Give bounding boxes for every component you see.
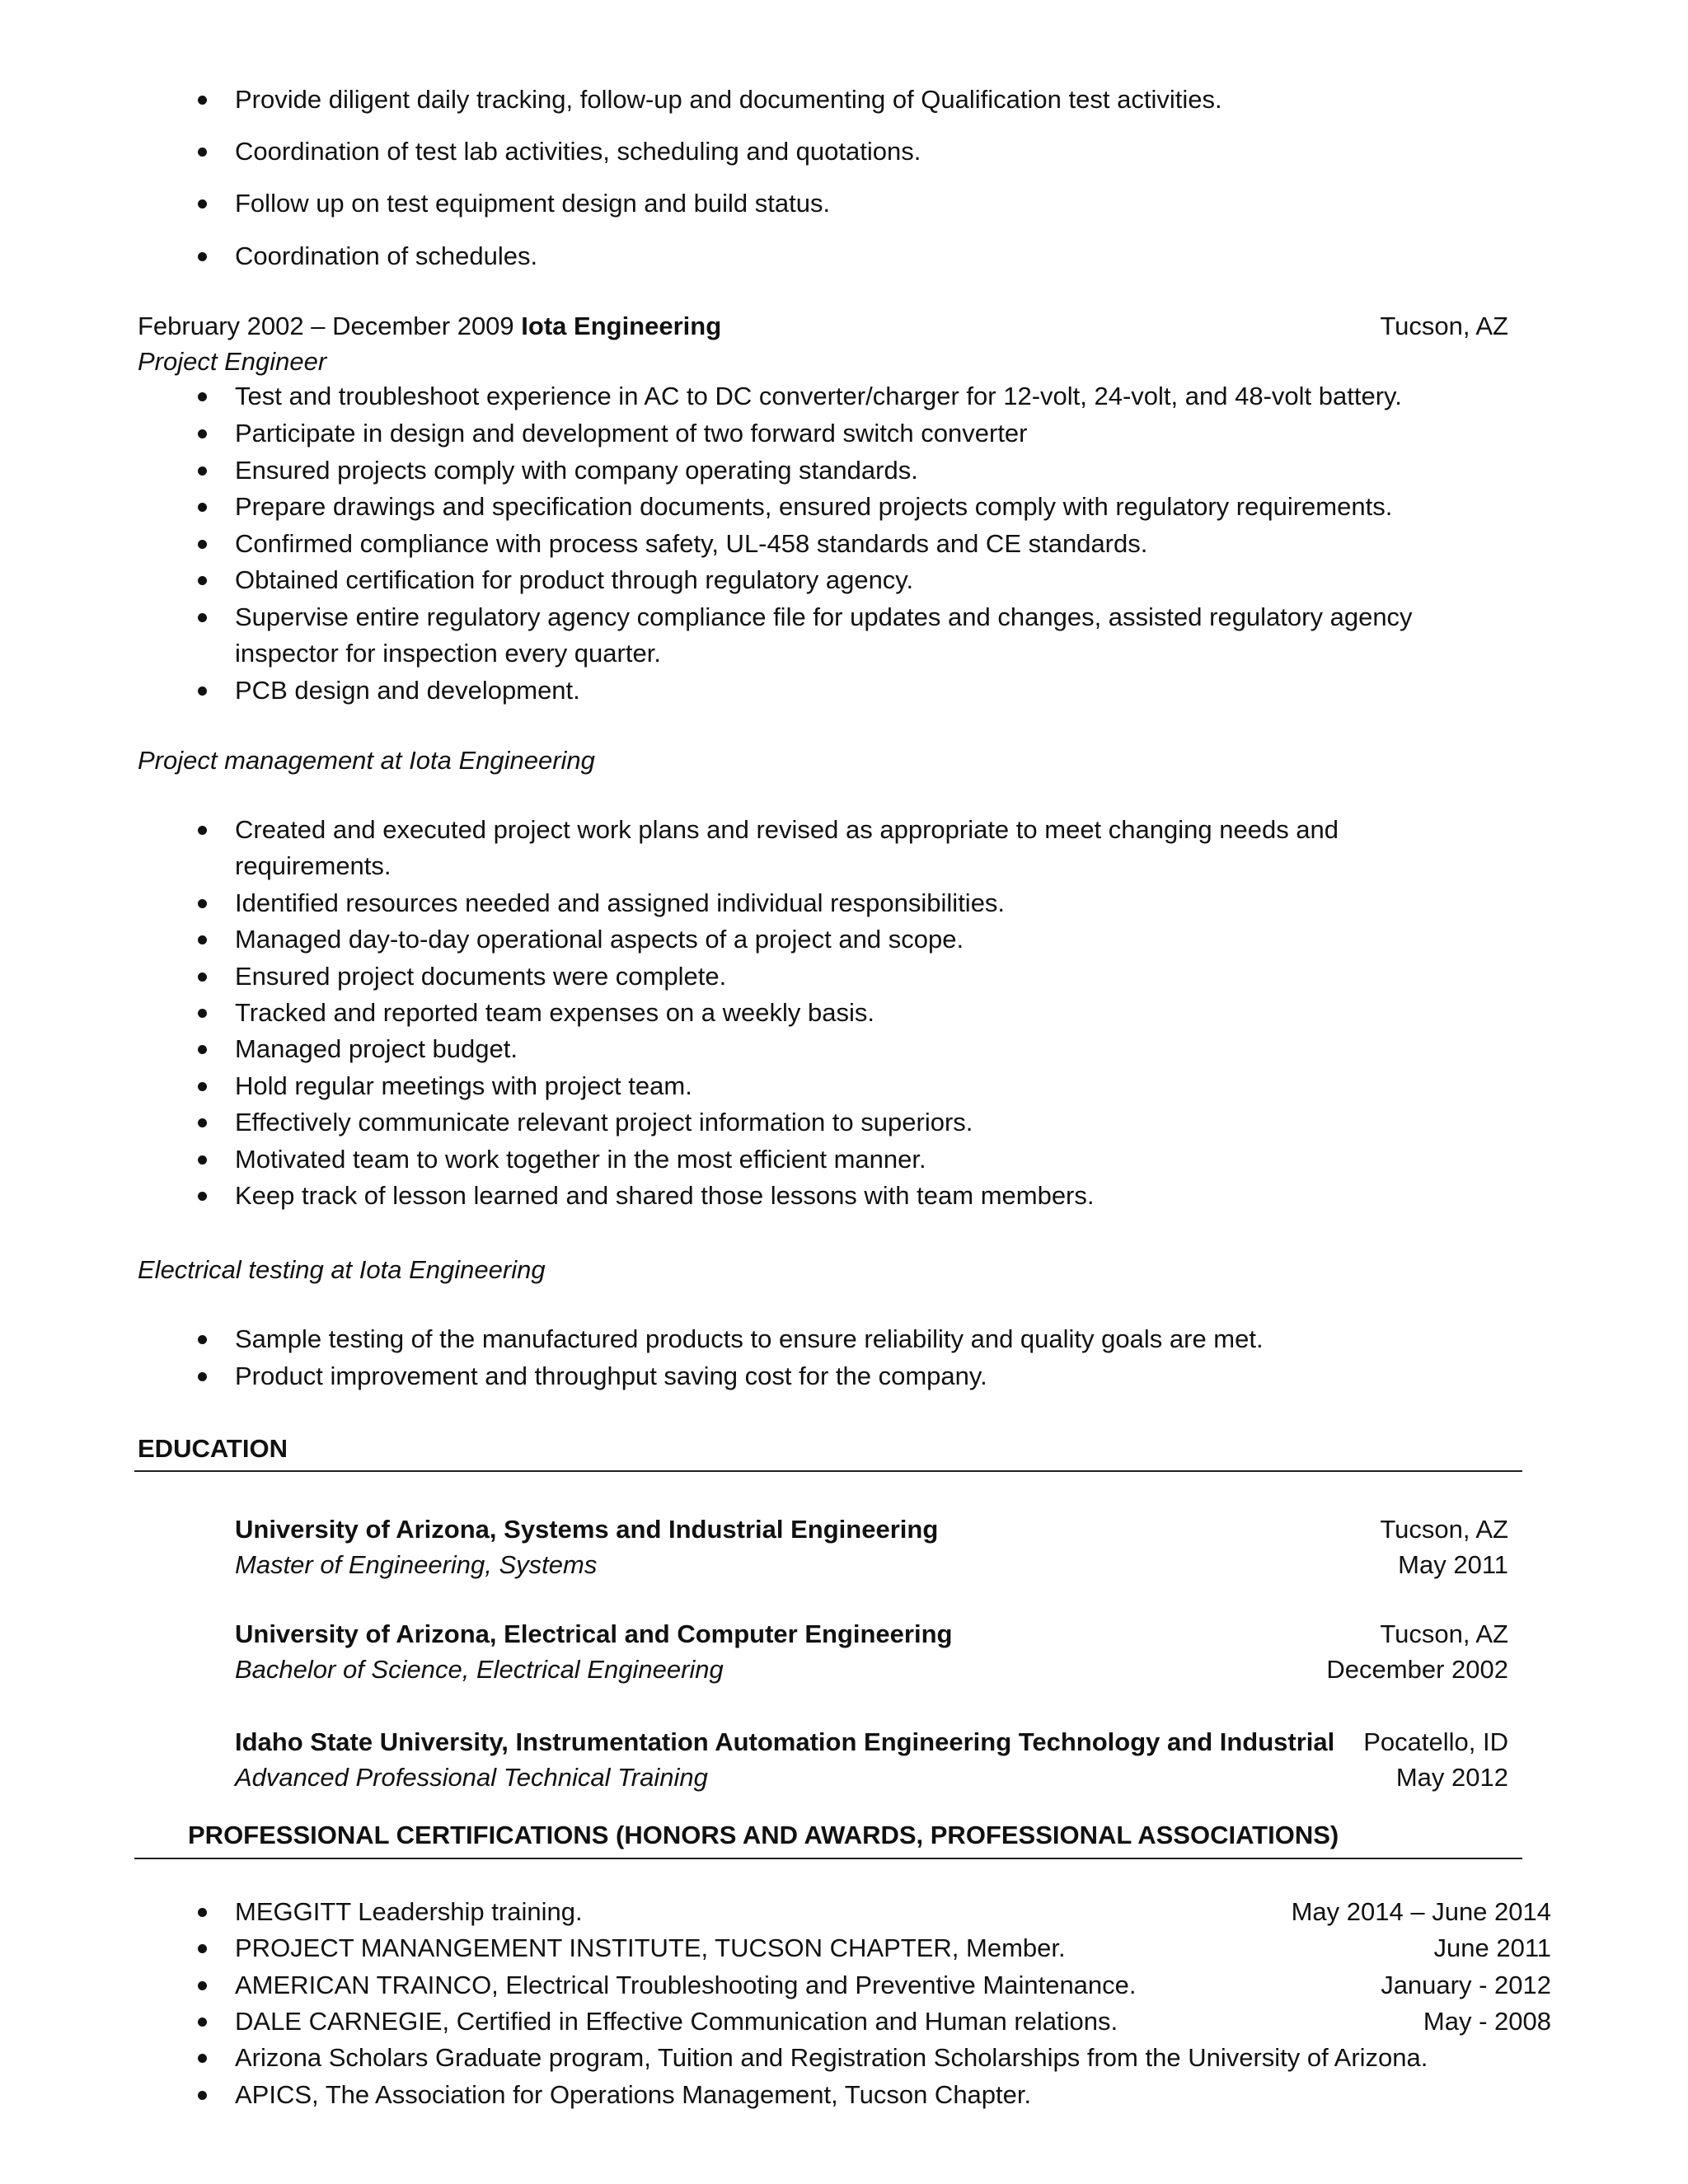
list-item: Effectively communicate relevant project information to superiors. bbox=[235, 1108, 973, 1137]
list-item: Obtained certification for product through regulatory agency. bbox=[235, 565, 914, 594]
list-item: PCB design and development. bbox=[235, 676, 580, 705]
bullet-dot bbox=[198, 687, 207, 696]
bullet-dot bbox=[198, 1908, 207, 1917]
list-item: Coordination of schedules. bbox=[235, 241, 538, 270]
job-company: Iota Engineering bbox=[521, 312, 722, 340]
list-item: Prepare drawings and specification documents, ensured projects comply with regulatory requirements. bbox=[235, 492, 1393, 521]
school-location: Pocatello, ID bbox=[1363, 1727, 1508, 1756]
list-item: Motivated team to work together in the most efficient manner. bbox=[235, 1145, 926, 1174]
list-item: Follow up on test equipment design and build status. bbox=[235, 189, 831, 218]
certification-date: June 2011 bbox=[1433, 1933, 1551, 1962]
list-item: Product improvement and throughput saving cost for the company. bbox=[235, 1361, 987, 1390]
degree-date: December 2002 bbox=[1326, 1655, 1508, 1684]
bullet-dot bbox=[198, 899, 207, 908]
list-item: Hold regular meetings with project team. bbox=[235, 1071, 692, 1100]
list-item: Identified resources needed and assigned individual responsibilities. bbox=[235, 888, 1006, 917]
list-item: Managed day-to-day operational aspects of a project and scope. bbox=[235, 925, 964, 954]
school-name: Idaho State University, Instrumentation Automation Engineering Technology and Industrial bbox=[235, 1727, 1335, 1756]
certification-item: DALE CARNEGIE, Certified in Effective Communication and Human relations. bbox=[235, 2007, 1118, 2036]
bullet-dot bbox=[198, 540, 207, 549]
section-subheading: Project management at Iota Engineering bbox=[138, 746, 595, 775]
certification-date: May - 2008 bbox=[1423, 2007, 1551, 2036]
job-dates: February 2002 – December 2009 bbox=[138, 312, 514, 340]
certification-item: APICS, The Association for Operations Management, Tucson Chapter. bbox=[235, 2080, 1032, 2109]
bullet-dot bbox=[198, 1082, 207, 1091]
bullet-dot bbox=[198, 252, 207, 261]
degree: Bachelor of Science, Electrical Engineering bbox=[235, 1655, 724, 1684]
bullet-dot bbox=[198, 935, 207, 944]
bullet-dot bbox=[198, 1155, 207, 1165]
bullet-dot bbox=[198, 826, 207, 835]
bullet-dot bbox=[198, 503, 207, 512]
certification-date: May 2014 – June 2014 bbox=[1291, 1897, 1551, 1926]
school-location: Tucson, AZ bbox=[1380, 1619, 1508, 1648]
list-item: Provide diligent daily tracking, follow-up and documenting of Qualification test activities. bbox=[235, 85, 1222, 114]
bullet-dot bbox=[198, 1372, 207, 1381]
list-item: Coordination of test lab activities, scheduling and quotations. bbox=[235, 137, 921, 166]
list-item-continuation: inspector for inspection every quarter. bbox=[235, 639, 661, 668]
section-subheading: Electrical testing at Iota Engineering bbox=[138, 1255, 546, 1284]
degree-date: May 2012 bbox=[1395, 1763, 1508, 1792]
bullet-dot bbox=[198, 2018, 207, 2027]
school-name: University of Arizona, Electrical and Computer Engineering bbox=[235, 1619, 953, 1648]
bullet-dot bbox=[198, 1009, 207, 1018]
certification-item: MEGGITT Leadership training. bbox=[235, 1897, 583, 1926]
list-item: Tracked and reported team expenses on a weekly basis. bbox=[235, 998, 874, 1027]
school-name: University of Arizona, Systems and Industrial Engineering bbox=[235, 1515, 939, 1544]
list-item-continuation: requirements. bbox=[235, 851, 392, 880]
bullet-dot bbox=[198, 1192, 207, 1201]
list-item: Keep track of lesson learned and shared those lessons with team members. bbox=[235, 1181, 1095, 1210]
job-header bbox=[138, 310, 721, 343]
list-item: Participate in design and development of two forward switch converter bbox=[235, 419, 1028, 448]
list-item: Supervise entire regulatory agency compliance file for updates and changes, assisted regulatory agency bbox=[235, 602, 1413, 631]
bullet-dot bbox=[198, 96, 207, 105]
list-item: Test and troubleshoot experience in AC to DC converter/charger for 12-volt, 24-volt, and 48-volt battery. bbox=[235, 382, 1402, 410]
bullet-dot bbox=[198, 1118, 207, 1127]
bullet-dot bbox=[198, 2091, 207, 2100]
certification-item: Arizona Scholars Graduate program, Tuition and Registration Scholarships from the University of Arizona. bbox=[235, 2043, 1428, 2072]
section-divider bbox=[134, 1858, 1522, 1859]
bullet-dot bbox=[198, 429, 207, 438]
school-location: Tucson, AZ bbox=[1380, 1515, 1508, 1544]
list-item: Sample testing of the manufactured products to ensure reliability and quality goals are met. bbox=[235, 1324, 1264, 1353]
certification-item: AMERICAN TRAINCO, Electrical Troubleshooting and Preventive Maintenance. bbox=[235, 1971, 1137, 1999]
bullet-dot bbox=[198, 1981, 207, 1990]
degree: Master of Engineering, Systems bbox=[235, 1550, 598, 1579]
bullet-dot bbox=[198, 576, 207, 585]
bullet-dot bbox=[198, 613, 207, 622]
bullet-dot bbox=[198, 2054, 207, 2063]
bullet-dot bbox=[198, 392, 207, 401]
education-heading: EDUCATION bbox=[138, 1434, 288, 1463]
section-divider bbox=[134, 1470, 1522, 1472]
list-item: Confirmed compliance with process safety, UL-458 standards and CE standards. bbox=[235, 529, 1148, 558]
job-title: Project Engineer bbox=[138, 347, 327, 376]
certification-item: PROJECT MANANGEMENT INSTITUTE, TUCSON CHAPTER, Member. bbox=[235, 1933, 1066, 1962]
bullet-dot bbox=[198, 1335, 207, 1344]
list-item: Managed project budget. bbox=[235, 1034, 518, 1063]
degree: Advanced Professional Technical Training bbox=[235, 1763, 708, 1792]
list-item: Created and executed project work plans and revised as appropriate to meet changing needs and bbox=[235, 815, 1339, 844]
bullet-dot bbox=[198, 1045, 207, 1054]
certifications-heading: PROFESSIONAL CERTIFICATIONS (HONORS AND AWARDS, PROFESSIONAL ASSOCIATIONS) bbox=[188, 1821, 1339, 1849]
bullet-dot bbox=[198, 1944, 207, 1953]
bullet-dot bbox=[198, 148, 207, 157]
list-item: Ensured project documents were complete. bbox=[235, 962, 727, 991]
job-location: Tucson, AZ bbox=[1380, 312, 1508, 340]
degree-date: May 2011 bbox=[1398, 1550, 1508, 1579]
certification-date: January - 2012 bbox=[1381, 1971, 1551, 1999]
bullet-dot bbox=[198, 972, 207, 982]
list-item: Ensured projects comply with company operating standards. bbox=[235, 456, 918, 485]
bullet-dot bbox=[198, 199, 207, 209]
bullet-dot bbox=[198, 466, 207, 476]
